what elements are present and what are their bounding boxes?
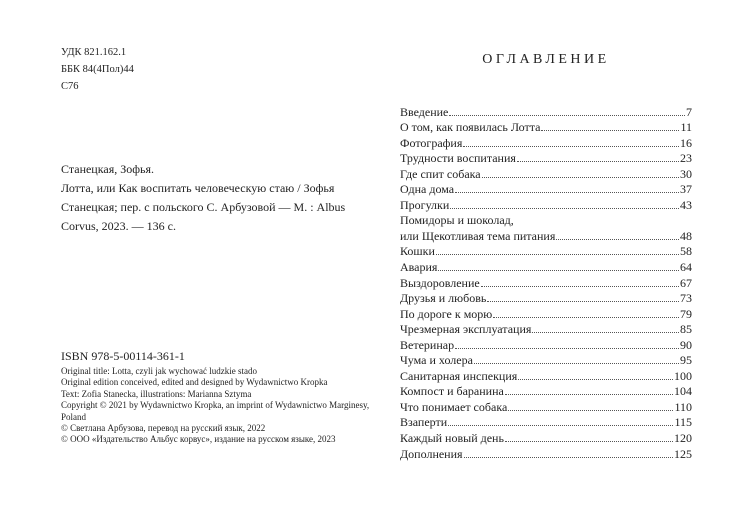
toc-entry[interactable] (400, 134, 692, 150)
dot-leader (481, 286, 679, 287)
toc-entry[interactable] (400, 367, 692, 383)
toc-entry-page: 23 (680, 151, 692, 166)
toc-entry-title: Каждый новый день (400, 431, 504, 446)
toc-entry[interactable] (400, 414, 692, 430)
dot-leader (450, 208, 679, 209)
toc-entry[interactable] (400, 290, 692, 306)
toc-entry[interactable] (400, 336, 692, 352)
toc-entry[interactable] (400, 352, 692, 368)
dot-leader (493, 317, 679, 318)
dot-leader (449, 115, 685, 116)
toc-entry-page: 67 (680, 275, 692, 290)
toc-entry[interactable] (400, 103, 692, 119)
udc-code: УДК 821.162.1 (61, 47, 127, 58)
toc-entry[interactable] (400, 398, 692, 414)
dot-leader (436, 254, 679, 255)
toc-entry[interactable] (400, 181, 692, 197)
toc-entry-page: 100 (674, 368, 692, 383)
biblio-line: Станецкая, Зофья. (61, 162, 155, 176)
credit-line: © ООО «Издательство Альбус корвус», издание на русском языке, 2023 (61, 434, 336, 445)
dot-leader (448, 425, 673, 426)
toc-entry-page: 95 (680, 353, 692, 368)
toc-entry[interactable] (400, 321, 692, 337)
table-of-contents (400, 103, 692, 461)
toc-entry[interactable] (400, 165, 692, 181)
toc-entry-page: 11 (680, 120, 692, 135)
toc-entry-title: Дополнения (400, 446, 463, 461)
toc-entry-page: 110 (674, 399, 692, 414)
toc-entry[interactable] (400, 119, 692, 135)
toc-entry-title: Чума и холера (400, 353, 473, 368)
toc-entry-title: Что понимает собака (400, 399, 508, 414)
toc-entry-title: Компост и баранина (400, 384, 504, 399)
toc-entry-page: 120 (674, 431, 692, 446)
toc-entry[interactable] (400, 243, 692, 259)
credit-line: Text: Zofia Stanecka, illustrations: Marianna Sztyma (61, 388, 252, 399)
bibliographic-record (61, 160, 345, 236)
dot-leader (505, 441, 673, 442)
toc-entry[interactable] (400, 227, 692, 243)
credit-line: Copyright © 2021 by Wydawnictwo Kropka, an imprint of Wydawnictwo Marginesy, (61, 400, 370, 411)
dot-leader (508, 410, 673, 411)
toc-entry-page: 115 (674, 415, 692, 430)
toc-entry-title: Кошки (400, 244, 435, 259)
dot-leader (455, 348, 679, 349)
toc-entry-title: Выздоровление (400, 275, 480, 290)
credits-block (61, 366, 369, 446)
toc-entry-page: 37 (680, 182, 692, 197)
biblio-line: Corvus, 2023. — 136 с. (61, 219, 176, 233)
toc-entry-title: Фотография (400, 135, 463, 150)
dot-leader (556, 239, 679, 240)
toc-entry-page: 90 (680, 337, 692, 352)
toc-entry[interactable] (400, 274, 692, 290)
toc-entry[interactable] (400, 445, 692, 461)
biblio-line: Лотта, или Как воспитать человеческую стаю / Зофья (61, 181, 335, 195)
toc-entry-title: Введение (400, 104, 449, 119)
toc-entry-title: Авария (400, 260, 438, 275)
biblio-line: Станецкая; пер. с польского С. Арбузовой — М. : Albus (61, 200, 346, 214)
toc-entry-page: 104 (674, 384, 692, 399)
bbk-code: ББК 84(4Пол)44 (61, 64, 134, 75)
toc-entry-page: 85 (680, 322, 692, 337)
dot-leader (455, 192, 679, 193)
dot-leader (487, 301, 679, 302)
dot-leader (541, 130, 679, 131)
toc-entry[interactable] (400, 150, 692, 166)
toc-entry-title: Ветеринар (400, 337, 455, 352)
dot-leader (463, 146, 679, 147)
toc-entry-title: Прогулки (400, 197, 450, 212)
author-mark: С76 (61, 81, 79, 92)
toc-title: ОГЛАВЛЕНИЕ (482, 52, 610, 67)
catalog-codes (61, 44, 134, 95)
toc-entry[interactable] (400, 429, 692, 445)
toc-entry-title: или Щекотливая тема питания (400, 228, 556, 243)
isbn: ISBN 978-5-00114-361-1 (61, 349, 185, 363)
toc-entry-page: 79 (680, 306, 692, 321)
toc-entry-page: 43 (680, 197, 692, 212)
dot-leader (517, 161, 679, 162)
toc-entry-title-line1[interactable]: Помидоры и шоколад, (400, 213, 514, 228)
toc-entry[interactable] (400, 383, 692, 399)
toc-entry-page: 48 (680, 228, 692, 243)
toc-entry[interactable] (400, 196, 692, 212)
dot-leader (464, 457, 673, 458)
credit-line: Poland (61, 411, 87, 422)
toc-entry-page: 16 (680, 135, 692, 150)
toc-entry-title: Друзья и любовь (400, 291, 487, 306)
toc-entry[interactable] (400, 258, 692, 274)
dot-leader (438, 270, 679, 271)
toc-entry-page: 125 (674, 446, 692, 461)
dot-leader (532, 332, 679, 333)
toc-entry-title: Санитарная инспекция (400, 368, 518, 383)
toc-entry-title: Где спит собака (400, 166, 481, 181)
toc-entry-title: Взаперти (400, 415, 448, 430)
toc-entry-page: 7 (686, 104, 692, 119)
dot-leader (505, 394, 673, 395)
toc-entry-page: 30 (680, 166, 692, 181)
dot-leader (474, 363, 679, 364)
credit-line: Original title: Lotta, czyli jak wychować ludzkie stado (61, 366, 257, 376)
credit-line: Original edition conceived, edited and designed by Wydawnictwo Kropka (61, 377, 328, 388)
toc-entry-title: Одна дома (400, 182, 455, 197)
toc-entry-title: О том, как появилась Лотта (400, 120, 541, 135)
toc-entry[interactable] (400, 305, 692, 321)
toc-entry-title: Трудности воспитания (400, 151, 516, 166)
toc-entry-title: Чрезмерная эксплуатация (400, 322, 532, 337)
toc-entry-page: 58 (680, 244, 692, 259)
toc-entry-page: 73 (680, 291, 692, 306)
credit-line: © Светлана Арбузова, перевод на русский язык, 2022 (61, 423, 266, 434)
dot-leader (518, 379, 673, 380)
toc-entry-page: 64 (680, 260, 692, 275)
toc-entry-title: По дороге к морю (400, 306, 493, 321)
dot-leader (482, 177, 679, 178)
